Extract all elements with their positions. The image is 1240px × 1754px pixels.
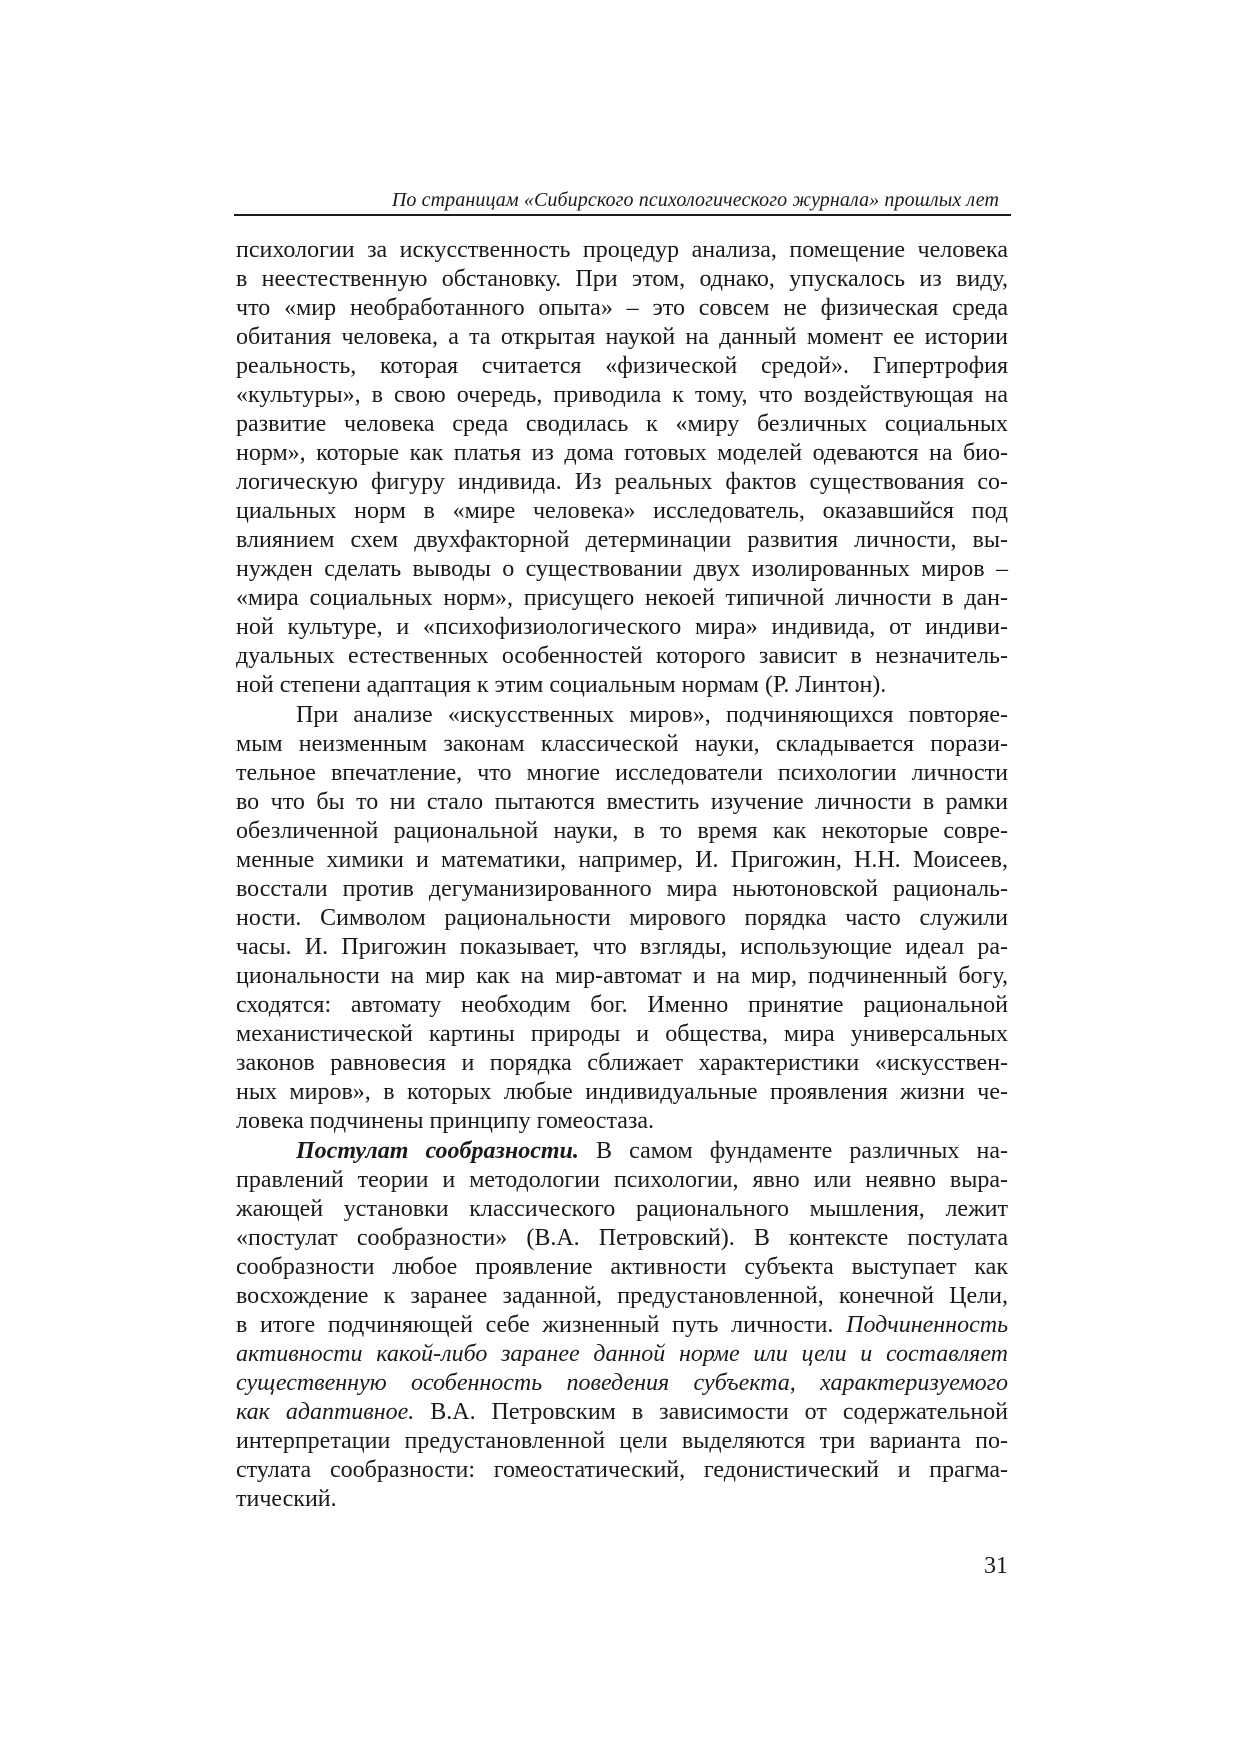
text-line: ной степени адаптация к этим социальным нормам (Р. Линтон).: [236, 672, 887, 698]
text-line: ловека подчинены принципу гомеостаза.: [236, 1108, 655, 1134]
text-line: правлений теории и методологии психологии, явно или неявно выра-: [236, 1167, 1008, 1193]
paragraph-1: [236, 236, 1008, 700]
text-line: обезличенной рациональной науки, в то время как некоторые совре-: [236, 818, 1008, 844]
text-line: менные химики и математики, например, И. Пригожин, Н.Н. Моисеев,: [236, 847, 1008, 873]
emphasis-run: Подчиненность: [846, 1312, 1008, 1338]
text-line: психологии за искусственность процедур анализа, помещение человека: [236, 237, 1008, 263]
text-line: развитие человека среда сводилась к «миру безличных социальных: [236, 411, 1008, 437]
header-rule: [234, 214, 1011, 216]
text-line: во что бы то ни стало пытаются вместить изучение личности в рамки: [236, 789, 1008, 815]
text-run: В.А. Петровским в зависимости от содержательной: [414, 1399, 1008, 1425]
text-line: механистической картины природы и общества, мира универсальных: [236, 1021, 1008, 1047]
paragraph-3: [236, 1137, 1008, 1514]
text-line: [236, 1398, 1008, 1427]
text-line: дуальных естественных особенностей которого зависит в незначитель-: [236, 643, 1008, 669]
section-heading-inline: Постулат сообразности.: [296, 1138, 579, 1164]
text-line: нужден сделать выводы о существовании двух изолированных миров –: [236, 556, 1008, 582]
text-line: интерпретации предустановленной цели выделяются три варианта по-: [236, 1428, 1008, 1454]
text-run: В самом фундаменте различных на-: [578, 1138, 1008, 1164]
text-line: ной культуре, и «психофизиологического мира» индивида, от индиви-: [236, 614, 1008, 640]
text-line: восстали против дегуманизированного мира ньютоновской рациональ-: [236, 876, 1008, 902]
emphasis-run: как адаптивное.: [236, 1399, 415, 1425]
text-line: циальных норм в «мире человека» исследователь, оказавшийся под: [236, 498, 1008, 524]
text-line: тельное впечатление, что многие исследователи психологии личности: [236, 760, 1008, 786]
text-line: реальность, которая считается «физической средой». Гипертрофия: [236, 353, 1008, 379]
text-line: стулата сообразности: гомеостатический, гедонистический и прагма-: [236, 1457, 1008, 1483]
text-line: в неестественную обстановку. При этом, однако, упускалось из виду,: [236, 266, 1008, 292]
text-line: жающей установки классического рационального мышления, лежит: [236, 1196, 1008, 1222]
text-line: При анализе «искусственных миров», подчиняющихся повторяе-: [296, 702, 1008, 728]
page-number: 31: [984, 1553, 1008, 1579]
text-line: тический.: [236, 1486, 337, 1512]
text-line: законов равновесия и порядка сближает характеристики «искусствен-: [236, 1050, 1008, 1076]
body-text: [236, 236, 1008, 1514]
emphasis-line: активности какой-либо заранее данной норме или цели и составляет: [236, 1341, 1008, 1367]
text-line: восхождение к заранее заданной, предустановленной, конечной Цели,: [236, 1283, 1008, 1309]
text-line: влиянием схем двухфакторной детерминации развития личности, вы-: [236, 527, 1008, 553]
text-line: норм», которые как платья из дома готовых моделей одеваются на био-: [236, 440, 1008, 466]
running-header: По страницам «Сибирского психологического журнала» прошлых лет: [391, 189, 999, 211]
text-line: обитания человека, а та открытая наукой на данный момент ее истории: [236, 324, 1008, 350]
text-line: сообразности любое проявление активности субъекта выступает как: [236, 1254, 1008, 1280]
text-line: «мира социальных норм», присущего некоей типичной личности в дан-: [236, 585, 1008, 611]
text-line: мым неизменным законам классической науки, складывается порази-: [236, 731, 1008, 757]
text-line: циональности на мир как на мир-автомат и на мир, подчиненный богу,: [236, 963, 1008, 989]
text-line: «постулат сообразности» (В.А. Петровский). В контексте постулата: [236, 1225, 1008, 1251]
text-run: в итоге подчиняющей себе жизненный путь личности.: [236, 1312, 847, 1338]
emphasis-line: существенную особенность поведения субъекта, характеризуемого: [236, 1370, 1008, 1396]
text-line: ных миров», в которых любые индивидуальные проявления жизни че-: [236, 1079, 1008, 1105]
text-line: [236, 1311, 1008, 1340]
text-line: [236, 1137, 1008, 1166]
paragraph-2: [236, 701, 1008, 1136]
text-line: что «мир необработанного опыта» – это совсем не физическая среда: [236, 295, 1008, 321]
text-line: сходятся: автомату необходим бог. Именно принятие рациональной: [236, 992, 1008, 1018]
text-line: логическую фигуру индивида. Из реальных фактов существования со-: [236, 469, 1008, 495]
text-line: часы. И. Пригожин показывает, что взгляды, использующие идеал ра-: [236, 934, 1008, 960]
text-line: ности. Символом рациональности мирового порядка часто служили: [236, 905, 1008, 931]
text-line: «культуры», в свою очередь, приводила к тому, что воздействующая на: [236, 382, 1008, 408]
